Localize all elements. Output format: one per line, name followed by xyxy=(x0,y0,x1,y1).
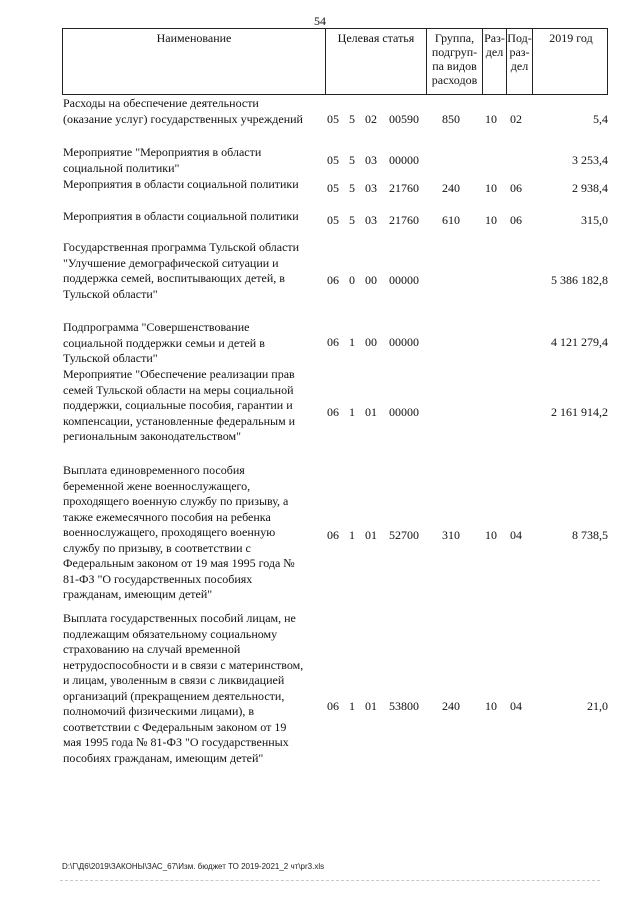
code-program: 06 xyxy=(327,699,339,713)
amount: 3 253,4 xyxy=(572,153,608,167)
amount: 8 738,5 xyxy=(572,528,608,542)
header-section: Раз- дел xyxy=(482,29,506,94)
code-program: 05 xyxy=(327,213,339,227)
code-event: 00 xyxy=(365,335,377,349)
row-name: Расходы на обеспечение деятельности (оказание услуг) государственных учреждений xyxy=(63,96,303,126)
section: 10 xyxy=(485,111,497,126)
code-subprogram: 0 xyxy=(349,273,355,287)
subsection: 02 xyxy=(510,111,522,126)
scan-artifact-line xyxy=(60,880,600,881)
code-program: 06 xyxy=(327,273,339,287)
code-direction: 52700 xyxy=(389,528,419,542)
amount: 4 121 279,4 xyxy=(551,335,608,349)
code-program: 06 xyxy=(327,335,339,349)
row-name: Мероприятие "Мероприятия в области социальной политики" xyxy=(63,145,262,175)
amount: 2 938,4 xyxy=(572,181,608,195)
code-direction: 00000 xyxy=(389,335,419,349)
code-direction: 00000 xyxy=(389,405,419,419)
code-event: 02 xyxy=(365,111,377,126)
code-subprogram: 1 xyxy=(349,335,355,349)
header-subsection: Под- раз- дел xyxy=(506,29,532,94)
code-event: 03 xyxy=(365,213,377,227)
code-program: 05 xyxy=(327,111,339,126)
expense-group: 610 xyxy=(442,213,460,227)
section: 10 xyxy=(485,213,497,227)
code-subprogram: 1 xyxy=(349,405,355,419)
code-direction: 00590 xyxy=(389,111,419,126)
code-event: 03 xyxy=(365,181,377,195)
code-direction: 00000 xyxy=(389,153,419,167)
amount: 2 161 914,2 xyxy=(551,405,608,419)
table-header xyxy=(62,28,608,95)
code-subprogram: 5 xyxy=(349,213,355,227)
code-subprogram: 1 xyxy=(349,699,355,713)
header-target-article: Целевая статья xyxy=(325,29,426,94)
subsection: 06 xyxy=(510,181,522,195)
row-name: Мероприятие "Обеспечение реализации прав семей Тульской области на меры социальной поддержки, социальные пособия, гарантии и компенсации, установленные федеральным и региональным законодательством" xyxy=(63,367,296,443)
section: 10 xyxy=(485,528,497,542)
expense-group: 850 xyxy=(442,111,460,126)
amount: 5,4 xyxy=(593,111,608,126)
code-program: 06 xyxy=(327,528,339,542)
code-subprogram: 5 xyxy=(349,181,355,195)
subsection: 06 xyxy=(510,213,522,227)
amount: 315,0 xyxy=(581,213,608,227)
file-path-footer: D:\Г\Д6\2019\ЗАКОНЫ\ЗАС_67\Изм. бюджет ТО 2019-2021_2 чт\pr3.xls xyxy=(62,862,325,871)
header-expense-group: Группа, подгруп- па видов расходов xyxy=(426,29,482,94)
code-program: 06 xyxy=(327,405,339,419)
code-direction: 53800 xyxy=(389,699,419,713)
code-direction: 00000 xyxy=(389,273,419,287)
row-name: Мероприятия в области социальной политики xyxy=(63,209,299,223)
code-direction: 21760 xyxy=(389,213,419,227)
code-subprogram: 1 xyxy=(349,528,355,542)
row-name: Мероприятия в области социальной политики xyxy=(63,177,299,191)
subsection: 04 xyxy=(510,528,522,542)
code-event: 01 xyxy=(365,405,377,419)
section: 10 xyxy=(485,699,497,713)
row-name: Подпрограмма "Совершенствование социальной поддержки семьи и детей в Тульской области" xyxy=(63,320,265,365)
amount: 21,0 xyxy=(587,699,608,713)
row-name: Выплата государственных пособий лицам, не подлежащим обязательному социальному страхованию на случай временной нетрудоспособности и в связи с материнством, и лицам, уволенным в связи с ликвидацией организаций (прекращением деятельности, полномочий физическими лицами), в соответствии с Федеральным законом от 19 мая 1995 года № 81-ФЗ "О государственных пособиях гражданам, имеющим детей" xyxy=(63,611,304,765)
code-direction: 21760 xyxy=(389,181,419,195)
code-program: 05 xyxy=(327,181,339,195)
page-number: 54 xyxy=(314,14,326,28)
expense-group: 240 xyxy=(442,699,460,713)
code-event: 01 xyxy=(365,699,377,713)
expense-group: 310 xyxy=(442,528,460,542)
header-name: Наименование xyxy=(156,31,232,45)
expense-group: 240 xyxy=(442,181,460,195)
amount: 5 386 182,8 xyxy=(551,273,608,287)
code-subprogram: 5 xyxy=(349,153,355,167)
code-program: 05 xyxy=(327,153,339,167)
code-event: 03 xyxy=(365,153,377,167)
row-name: Выплата единовременного пособия беременной жене военнослужащего, проходящего военную службу по призыву, а также ежемесячного пособия на ребенка военнослужащего, проходящего военную службу по призыву, в соответствии с Федеральным законом от 19 мая 1995 года № 81-ФЗ "О государственных пособиях гражданам, имеющим детей" xyxy=(63,463,295,601)
header-year: 2019 год xyxy=(532,29,609,94)
code-subprogram: 5 xyxy=(349,111,355,126)
code-event: 00 xyxy=(365,273,377,287)
section: 10 xyxy=(485,181,497,195)
subsection: 04 xyxy=(510,699,522,713)
code-event: 01 xyxy=(365,528,377,542)
row-name: Государственная программа Тульской области "Улучшение демографической ситуации и поддержка семей, воспитывающих детей, в Тульской области" xyxy=(63,240,300,301)
